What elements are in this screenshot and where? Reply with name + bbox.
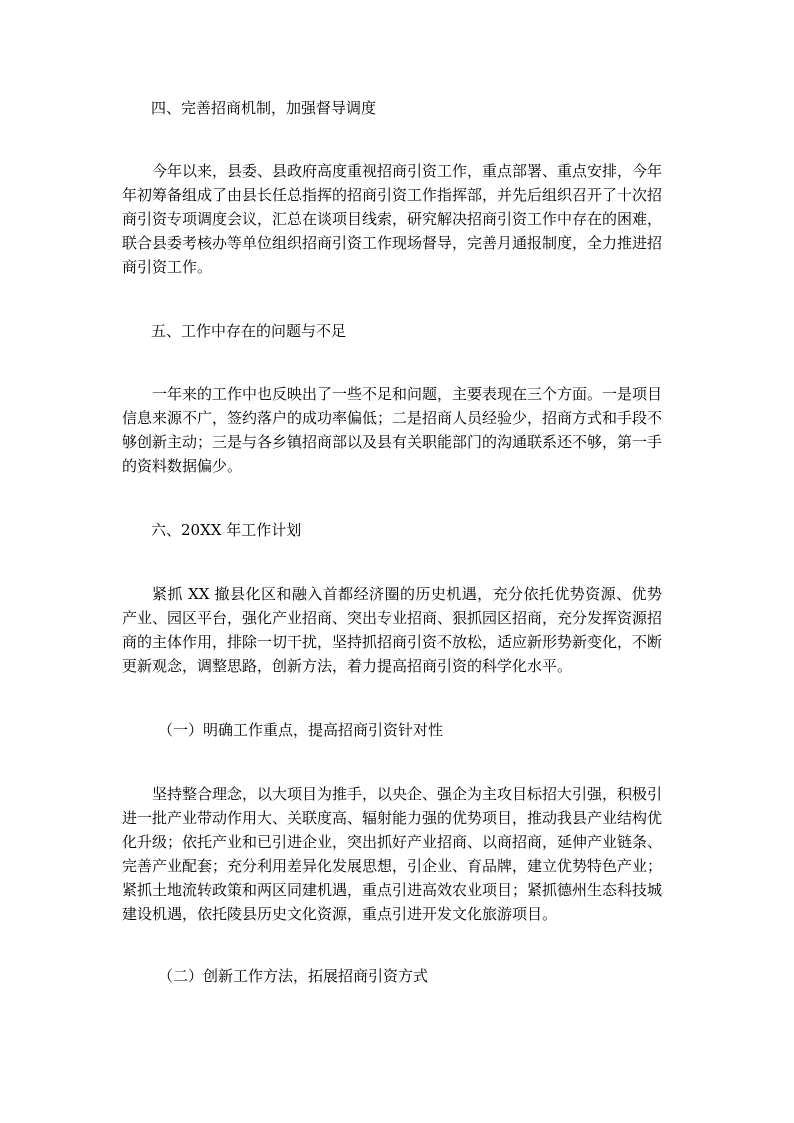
section-heading-6: 六、20XX 年工作计划 — [151, 521, 302, 539]
subsection-heading-1: （一）明确工作重点，提高招商引资针对性 — [158, 721, 444, 739]
subsection-paragraph-1: 坚持整合理念，以大项目为推手，以央企、强企为主攻目标招大引强，积极引进一批产业带动作用大、关联度高、辐射能力强的优势项目，推动我县产业结构优化升级；依托产业和已引进企业，突出抓好产业招商、以商招商，延伸产业链条、完善产业配套；充分利用差异化发展思想，引企业、育品牌，建立优势特色产业；紧抓土地流转政策和两区同建机遇，重点引进高效农业项目；紧抓德州生态科技城建设机遇，依托陵县历史文化资源，重点引进开发文化旅游项目。 — [122, 785, 663, 923]
section-paragraph-5: 一年来的工作中也反映出了一些不足和问题，主要表现在三个方面。一是项目信息来源不广，签约落户的成功率偏低；二是招商人员经验少，招商方式和手段不够创新主动；三是与各乡镇招商部以及县有关职能部门的沟通联系还不够，第一手的资料数据偏少。 — [122, 385, 663, 475]
section-paragraph-4: 今年以来，县委、县政府高度重视招商引资工作，重点部署、重点安排，今年年初筹备组成了由县长任总指挥的招商引资工作指挥部，并先后组织召开了十次招商引资专项调度会议，汇总在谈项目线索，研究解决招商引资工作中存在的困难，联合县委考核办等单位组织招商引资工作现场督导，完善月通报制度，全力推进招商引资工作。 — [122, 162, 663, 276]
section-paragraph-6: 紧抓 XX 撤县化区和融入首都经济圈的历史机遇，充分依托优势资源、优势产业、园区平台，强化产业招商、突出专业招商、狠抓园区招商，充分发挥资源招商的主体作用，排除一切干扰，坚持抓招商引资不放松，适应新形势新变化，不断更新观念，调整思路，创新方法，着力提高招商引资的科学化水平。 — [122, 585, 663, 675]
section-heading-5: 五、工作中存在的问题与不足 — [151, 322, 347, 340]
section-heading-4: 四、完善招商机制，加强督导调度 — [151, 99, 377, 117]
subsection-heading-2: （二）创新工作方法，拓展招商引资方式 — [158, 967, 429, 985]
